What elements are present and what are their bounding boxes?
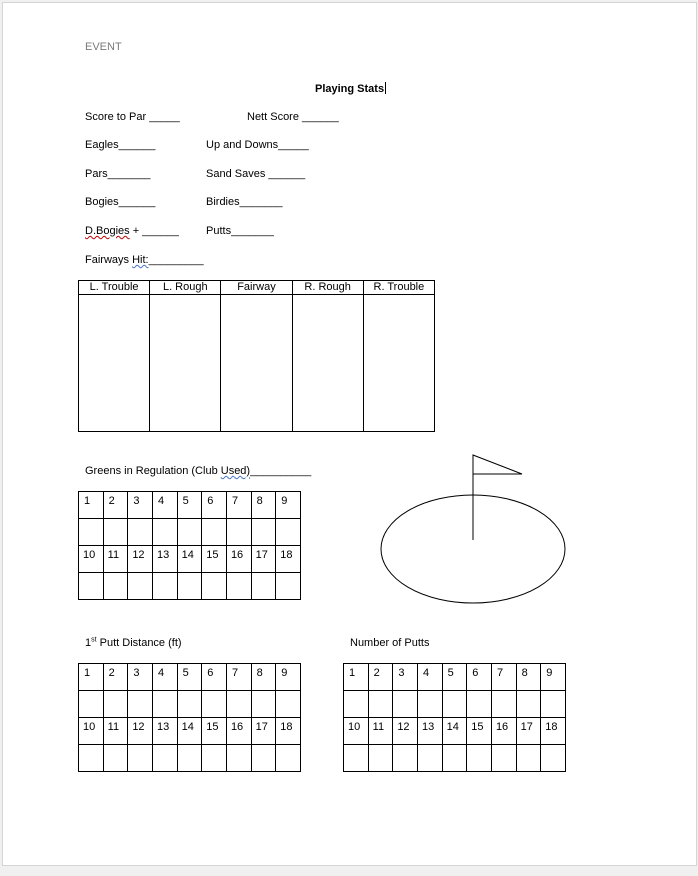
entry-cell[interactable] [516, 691, 541, 718]
putt-distance-sup: st [91, 636, 97, 644]
fairways-hit-prefix: Fairways [85, 254, 133, 266]
number-of-putts-label: Number of Putts [350, 637, 430, 649]
gir-label [85, 465, 311, 478]
gir-back-nine [79, 546, 301, 573]
hole-number: 4 [152, 492, 177, 519]
entry-cell[interactable] [226, 745, 251, 772]
hole-number: 2 [103, 664, 128, 691]
hole-number: 5 [442, 664, 467, 691]
entry-cell[interactable] [251, 745, 276, 772]
col-right-trouble: R. Trouble [363, 281, 434, 295]
entry-cell[interactable] [467, 691, 492, 718]
hole-number: 13 [152, 546, 177, 573]
birdies-field: Birdies_______ [206, 196, 283, 208]
gir-front-entries [79, 519, 301, 546]
document-page [2, 2, 697, 866]
putt-distance-num: 1 [85, 637, 92, 649]
entry-cell[interactable] [103, 745, 128, 772]
table-cell[interactable] [221, 295, 292, 432]
num-putts-back-entries [344, 745, 566, 772]
bogies-field: Bogies______ [85, 196, 156, 208]
entry-cell[interactable] [393, 745, 418, 772]
entry-cell[interactable] [417, 745, 442, 772]
entry-cell[interactable] [128, 519, 153, 546]
entry-cell[interactable] [177, 691, 202, 718]
hole-number: 14 [177, 718, 202, 745]
hole-number: 1 [79, 492, 104, 519]
hole-number: 9 [276, 492, 301, 519]
hole-number: 10 [344, 718, 369, 745]
hole-number: 3 [128, 664, 153, 691]
hole-number: 16 [226, 546, 251, 573]
table-cell[interactable] [363, 295, 434, 432]
entry-cell[interactable] [79, 519, 104, 546]
entry-cell[interactable] [276, 573, 301, 600]
hole-number: 8 [251, 492, 276, 519]
entry-cell[interactable] [251, 691, 276, 718]
hole-number: 17 [251, 546, 276, 573]
num-putts-back-nine [344, 718, 566, 745]
sand-saves-field: Sand Saves ______ [206, 168, 306, 180]
entry-cell[interactable] [202, 745, 227, 772]
hole-number: 11 [103, 718, 128, 745]
col-right-rough: R. Rough [292, 281, 363, 295]
entry-cell[interactable] [276, 519, 301, 546]
hole-number: 11 [368, 718, 393, 745]
entry-cell[interactable] [226, 691, 251, 718]
hole-number: 15 [202, 546, 227, 573]
score-to-par-field: Score to Par _____ [85, 111, 180, 123]
hole-number: 18 [541, 718, 566, 745]
putt-distance-label [85, 637, 182, 650]
entry-cell[interactable] [152, 691, 177, 718]
hole-number: 16 [226, 718, 251, 745]
nett-score-field: Nett Score ______ [247, 111, 339, 123]
hole-number: 9 [541, 664, 566, 691]
hole-number: 9 [276, 664, 301, 691]
double-bogies-field [85, 225, 179, 238]
hole-number: 2 [368, 664, 393, 691]
entry-cell[interactable] [177, 519, 202, 546]
fairway-table-header [79, 281, 435, 295]
putt-distance-front-nine [79, 664, 301, 691]
entry-cell[interactable] [541, 691, 566, 718]
hole-number: 12 [393, 718, 418, 745]
hole-number: 3 [128, 492, 153, 519]
event-label: EVENT [85, 41, 122, 53]
gir-front-nine [79, 492, 301, 519]
hole-number: 18 [276, 718, 301, 745]
hole-number: 6 [467, 664, 492, 691]
entry-cell[interactable] [202, 519, 227, 546]
table-cell[interactable] [292, 295, 363, 432]
hole-number: 15 [202, 718, 227, 745]
entry-cell[interactable] [177, 573, 202, 600]
entry-cell[interactable] [128, 573, 153, 600]
hole-number: 17 [516, 718, 541, 745]
entry-cell[interactable] [344, 745, 369, 772]
entry-cell[interactable] [79, 691, 104, 718]
col-left-trouble: L. Trouble [79, 281, 150, 295]
hole-number: 13 [417, 718, 442, 745]
entry-cell[interactable] [251, 519, 276, 546]
entry-cell[interactable] [103, 691, 128, 718]
table-cell[interactable] [150, 295, 221, 432]
entry-cell[interactable] [251, 573, 276, 600]
putt-distance-back-nine [79, 718, 301, 745]
entry-cell[interactable] [226, 519, 251, 546]
double-bogies-blank: + ______ [129, 225, 179, 237]
entry-cell[interactable] [467, 745, 492, 772]
table-cell[interactable] [79, 295, 150, 432]
hole-number: 14 [442, 718, 467, 745]
num-putts-front-entries [344, 691, 566, 718]
entry-cell[interactable] [103, 519, 128, 546]
entry-cell[interactable] [202, 573, 227, 600]
hole-number: 4 [417, 664, 442, 691]
col-left-rough: L. Rough [150, 281, 221, 295]
entry-cell[interactable] [103, 573, 128, 600]
flag-icon [473, 455, 522, 474]
entry-cell[interactable] [417, 691, 442, 718]
entry-cell[interactable] [128, 745, 153, 772]
putt-distance-front-entries [79, 691, 301, 718]
hole-number: 8 [516, 664, 541, 691]
hole-number: 1 [79, 664, 104, 691]
green-flag-drawing [376, 451, 570, 607]
hole-number: 6 [202, 492, 227, 519]
gir-label-blank: __________ [250, 465, 312, 477]
putt-distance-grid [78, 663, 301, 772]
hole-number: 14 [177, 546, 202, 573]
hole-number: 8 [251, 664, 276, 691]
num-putts-front-nine [344, 664, 566, 691]
entry-cell[interactable] [276, 745, 301, 772]
gir-label-prefix: Greens in Regulation (Club [85, 465, 221, 477]
hole-number: 5 [177, 492, 202, 519]
entry-cell[interactable] [128, 691, 153, 718]
entry-cell[interactable] [276, 691, 301, 718]
entry-cell[interactable] [368, 745, 393, 772]
putt-distance-text: Putt Distance (ft) [96, 637, 182, 649]
hole-number: 12 [128, 718, 153, 745]
hole-number: 7 [226, 664, 251, 691]
pars-field: Pars_______ [85, 168, 151, 180]
number-of-putts-grid [343, 663, 566, 772]
col-fairway: Fairway [221, 281, 292, 295]
fairway-table-body [79, 295, 435, 432]
hole-number: 2 [103, 492, 128, 519]
entry-cell[interactable] [442, 745, 467, 772]
hole-number: 4 [152, 664, 177, 691]
entry-cell[interactable] [393, 691, 418, 718]
entry-cell[interactable] [344, 691, 369, 718]
entry-cell[interactable] [152, 573, 177, 600]
entry-cell[interactable] [368, 691, 393, 718]
hole-number: 5 [177, 664, 202, 691]
hole-number: 17 [251, 718, 276, 745]
hole-number: 13 [152, 718, 177, 745]
hole-number: 6 [202, 664, 227, 691]
entry-cell[interactable] [202, 691, 227, 718]
entry-cell[interactable] [79, 573, 104, 600]
hole-number: 3 [393, 664, 418, 691]
gir-label-word: Used) [220, 465, 251, 477]
entry-cell[interactable] [226, 573, 251, 600]
hole-number: 10 [79, 718, 104, 745]
entry-cell[interactable] [442, 691, 467, 718]
hole-number: 18 [276, 546, 301, 573]
hole-number: 7 [226, 492, 251, 519]
entry-cell[interactable] [152, 519, 177, 546]
double-bogies-word: D.Bogies [85, 225, 130, 237]
hole-number: 15 [467, 718, 492, 745]
entry-cell[interactable] [541, 745, 566, 772]
hole-number: 10 [79, 546, 104, 573]
page-title[interactable] [315, 82, 386, 96]
entry-cell[interactable] [152, 745, 177, 772]
up-and-downs-field: Up and Downs_____ [206, 139, 309, 151]
putt-distance-back-entries [79, 745, 301, 772]
entry-cell[interactable] [79, 745, 104, 772]
hole-number: 7 [491, 664, 516, 691]
hole-number: 16 [491, 718, 516, 745]
fairways-hit-word: Hit: [132, 254, 149, 266]
entry-cell[interactable] [491, 745, 516, 772]
entry-cell[interactable] [516, 745, 541, 772]
gir-back-entries [79, 573, 301, 600]
hole-number: 1 [344, 664, 369, 691]
fairways-hit-blank: _________ [148, 254, 204, 266]
entry-cell[interactable] [177, 745, 202, 772]
eagles-field: Eagles______ [85, 139, 156, 151]
page-title-text: Playing Stats [315, 83, 385, 95]
putts-field: Putts_______ [206, 225, 274, 237]
text-cursor [385, 82, 386, 94]
fairways-hit-field [85, 254, 204, 267]
entry-cell[interactable] [491, 691, 516, 718]
gir-grid [78, 491, 301, 600]
hole-number: 12 [128, 546, 153, 573]
fairway-table [78, 280, 435, 432]
hole-number: 11 [103, 546, 128, 573]
